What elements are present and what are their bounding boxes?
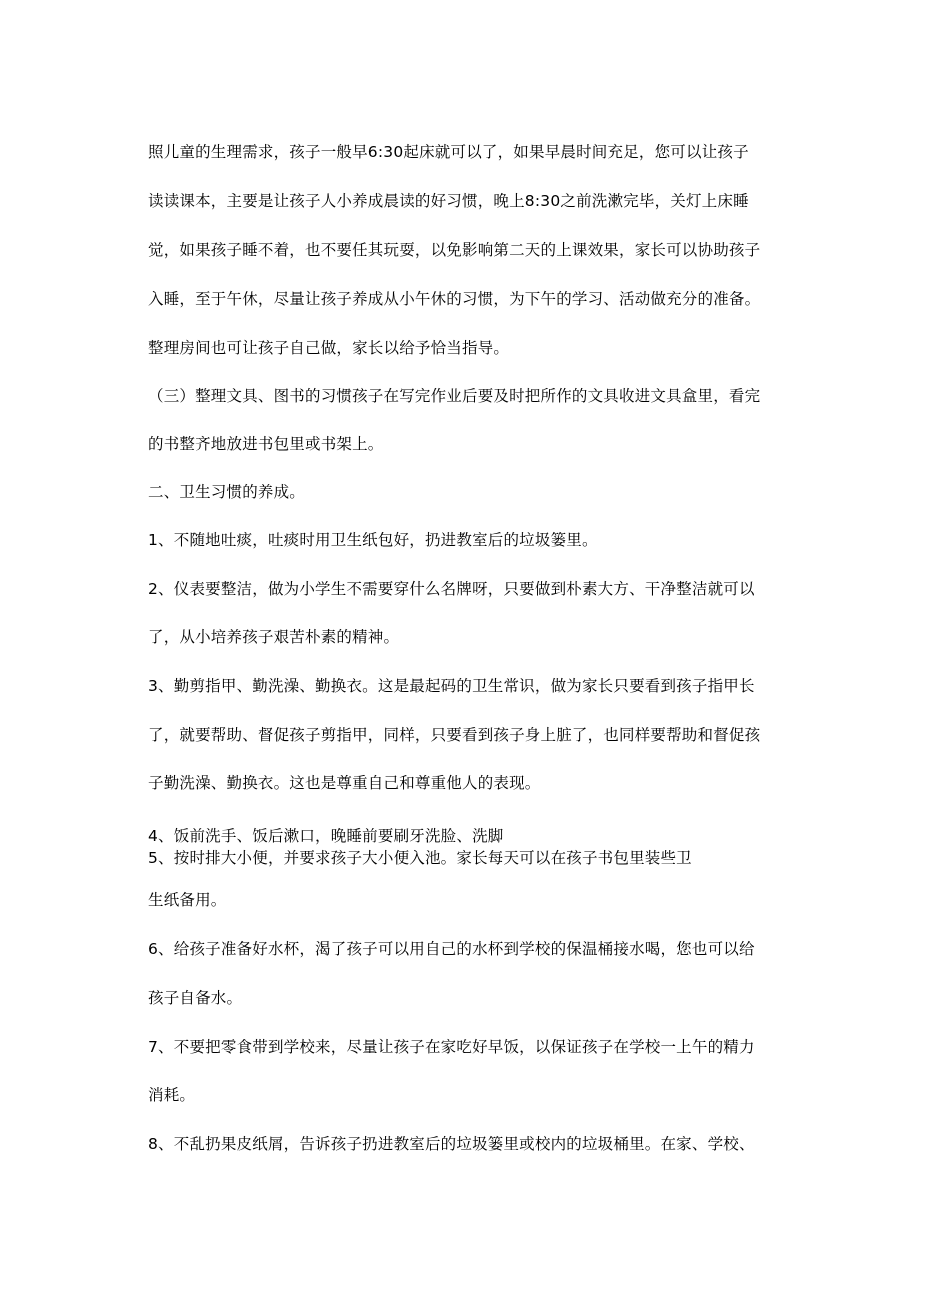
text-line: 了，就要帮助、督促孩子剪指甲，同样，只要看到孩子身上脏了，也同样要帮助和督促孩	[148, 726, 761, 744]
text-line: 觉，如果孩子睡不着，也不要任其玩耍，以免影响第二天的上课效果，家长可以协助孩子	[148, 241, 761, 259]
section-heading: 二、卫生习惯的养成。	[148, 483, 306, 501]
text-line: 入睡，至于午休，尽量让孩子养成从小午休的习惯，为下午的学习、活动做充分的准备。	[148, 290, 761, 308]
text-line: 8、不乱扔果皮纸屑，告诉孩子扔进教室后的垃圾篓里或校内的垃圾桶里。在家、学校、	[148, 1135, 755, 1153]
text-line: 读读课本，主要是让孩子人小养成晨读的好习惯，晚上8:30之前洗漱完毕，关灯上床睡	[148, 192, 749, 210]
text-line: （三）整理文具、图书的习惯孩子在写完作业后要及时把所作的文具收进文具盒里，看完	[148, 387, 761, 405]
text-line: 1、不随地吐痰，吐痰时用卫生纸包好，扔进教室后的垃圾篓里。	[148, 531, 598, 549]
text-line: 整理房间也可让孩子自己做，家长以给予恰当指导。	[148, 339, 510, 357]
text-line: 2、仪表要整洁，做为小学生不需要穿什么名牌呀，只要做到朴素大方、干净整洁就可以	[148, 580, 755, 598]
text-line: 6、给孩子准备好水杯，渴了孩子可以用自己的水杯到学校的保温桶接水喝，您也可以给	[148, 940, 755, 958]
text-line: 子勤洗澡、勤换衣。这也是尊重自己和尊重他人的表现。	[148, 774, 541, 792]
text-line: 7、不要把零食带到学校来，尽量让孩子在家吃好早饭，以保证孩子在学校一上午的精力	[148, 1038, 755, 1056]
text-line: 了，从小培养孩子艰苦朴素的精神。	[148, 628, 400, 646]
text-line: 生纸备用。	[148, 891, 227, 909]
text-line: 4、饭前洗手、饭后漱口，晚睡前要刷牙洗脸、洗脚	[148, 827, 504, 845]
text-line: 3、勤剪指甲、勤洗澡、勤换衣。这是最起码的卫生常识，做为家长只要看到孩子指甲长	[148, 677, 755, 695]
text-line: 的书整齐地放进书包里或书架上。	[148, 435, 384, 453]
text-line: 照儿童的生理需求，孩子一般早6:30起床就可以了，如果早晨时间充足，您可以让孩子	[148, 143, 749, 161]
text-line: 孩子自备水。	[148, 989, 243, 1007]
text-line: 消耗。	[148, 1086, 196, 1104]
text-line: 5、按时排大小便，并要求孩子大小便入池。家长每天可以在孩子书包里装些卫	[148, 849, 692, 867]
